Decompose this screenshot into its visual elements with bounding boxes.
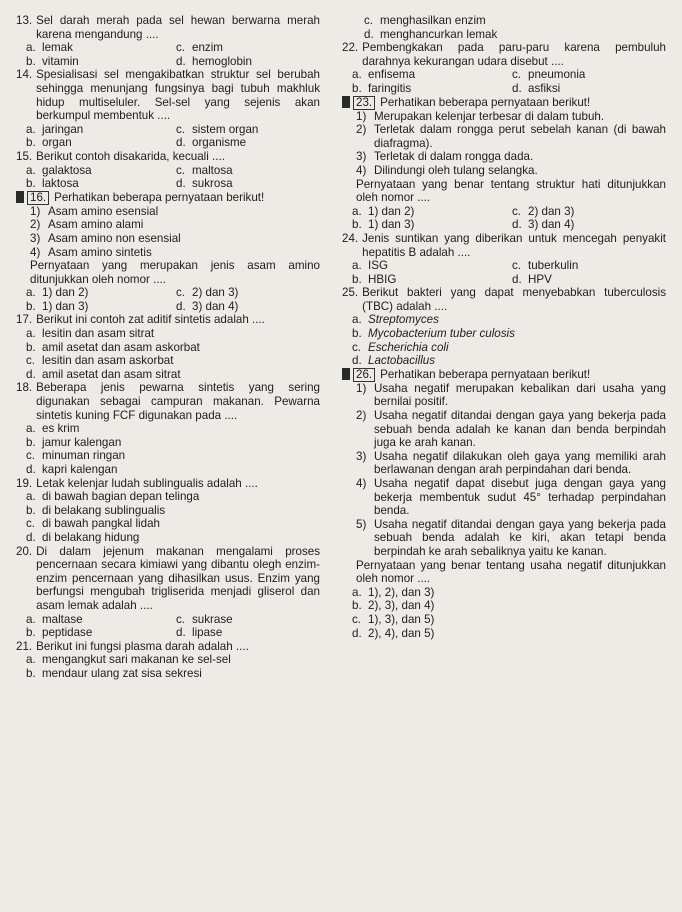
option-b[interactable]: b. peptidase (26, 626, 93, 640)
option-a[interactable]: a. lesitin dan asam sitrat (26, 327, 155, 341)
option-d[interactable]: d. lipase (176, 626, 223, 640)
option-c[interactable]: c. di bawah pangkal lidah (26, 517, 160, 531)
question-stem: Sel darah merah pada sel hewan berwarna merah karena mengandung .... (36, 14, 320, 41)
option-a[interactable]: a. enfisema (352, 68, 416, 82)
question-number: 25. (342, 286, 359, 300)
statement: 2) Usaha negatif ditandai dengan gaya yang bekerja pada sebuah benda adalah ke kanan dan benda berpindah juga ke arah kanan. (356, 409, 666, 450)
option-b[interactable]: b. Mycobacterium tuber culosis (352, 327, 515, 341)
statement: 1) Usaha negatif merupakan kebalikan dari usaha yang bernilai positif. (356, 381, 666, 409)
statement: 2) Asam amino alami (30, 218, 144, 232)
question-19 (16, 477, 320, 545)
option-d[interactable]: d. HPV (512, 272, 552, 286)
statement: 3) Terletak di dalam rongga dada. (356, 150, 534, 164)
option-a[interactable]: a. 1) dan 2) (352, 204, 415, 218)
option-a[interactable]: a. galaktosa (26, 163, 92, 177)
left-column (16, 14, 320, 681)
option-c[interactable]: c. lesitin dan asam askorbat (26, 354, 174, 368)
question-number: 21. (16, 639, 33, 653)
question-stem: Berikut bakteri yang dapat menyebabkan tuberculosis (TBC) adalah .... (362, 286, 666, 313)
question-15 (16, 150, 320, 191)
option-c[interactable]: c. 2) dan 3) (512, 204, 575, 218)
question-25 (342, 286, 666, 368)
option-d[interactable]: d. 3) dan 4) (176, 299, 239, 313)
question-16 (16, 191, 320, 314)
option-d[interactable]: d. organisme (176, 136, 247, 150)
question-number: 24. (342, 231, 359, 245)
question-number: 23. (353, 96, 375, 110)
question-21-continued (342, 14, 666, 41)
question-21 (16, 640, 320, 681)
option-a[interactable]: a. maltase (26, 612, 83, 626)
option-a[interactable]: a. ISG (352, 259, 388, 273)
question-stem: Perhatikan beberapa pernyataan berikut! (54, 190, 265, 204)
option-d[interactable]: d. sukrosa (176, 177, 233, 191)
option-a[interactable]: a. jaringan (26, 122, 84, 136)
option-a[interactable]: a. 1) dan 2) (26, 286, 89, 300)
option-d[interactable]: d. Lactobacillus (352, 354, 436, 368)
option-a[interactable]: a. lemak (26, 41, 73, 55)
question-number: 16. (27, 191, 49, 205)
question-prompt: Pernyataan yang benar tentang usaha negatif ditunjukkan oleh nomor .... (356, 558, 666, 586)
option-c[interactable]: c. pneumonia (512, 68, 586, 82)
question-prompt: Pernyataan yang merupakan jenis asam amino ditunjukkan oleh nomor .... (30, 259, 320, 286)
option-b[interactable]: b. amil asetat dan asam askorbat (26, 340, 200, 354)
option-b[interactable]: b. 1) dan 3) (26, 299, 89, 313)
option-c[interactable]: c. menghasilkan enzim (364, 14, 486, 27)
option-b[interactable]: b. jamur kalengan (26, 435, 122, 449)
statement: 4) Dilindungi oleh tulang selangka. (356, 163, 538, 177)
question-20 (16, 545, 320, 640)
option-d[interactable]: d. di belakang hidung (26, 530, 140, 544)
statement: 5) Usaha negatif ditandai dengan gaya yang bekerja pada sebuah benda adalah ke kiri, akan tetapi benda berpindah ke arah sebaliknya yaitu ke kanan. (356, 517, 666, 558)
option-a[interactable]: a. mengangkut sari makanan ke sel-sel (26, 653, 231, 667)
question-23 (342, 96, 666, 232)
option-a[interactable]: a. di bawah bagian depan telinga (26, 490, 200, 504)
question-number: 14. (16, 68, 33, 82)
option-a[interactable]: a. 1), 2), dan 3) (352, 585, 435, 599)
option-b[interactable]: b. di belakang sublingualis (26, 503, 166, 517)
option-c[interactable]: c. minuman ringan (26, 449, 126, 463)
question-number: 18. (16, 381, 33, 395)
statement: 1) Merupakan kelenjar terbesar di dalam tubuh. (356, 109, 605, 123)
question-stem: Di dalam jejenum makanan mengalami proses pencernaan secara kimiawi yang dibantu olegh enzim-enzim pencernaan yang dihasilkan usus. Enzim yang berfungsi mengubah trigliserida menjadi gliserol dan asam lemak adalah .... (36, 544, 320, 612)
question-14 (16, 68, 320, 150)
question-18 (16, 381, 320, 476)
option-c[interactable]: c. Escherichia coli (352, 340, 449, 354)
question-stem: Beberapa jenis pewarna sintetis yang sering digunakan sebagai campuran makanan. Pewarna sintetis kuning FCF digunakan pada .... (36, 381, 320, 422)
option-b[interactable]: b. organ (26, 136, 72, 150)
statement: 4) Asam amino sintetis (30, 245, 152, 259)
statement: 2) Terletak dalam rongga perut sebelah kanan (di bawah diafragma). (356, 123, 666, 150)
option-c[interactable]: c. 2) dan 3) (176, 286, 239, 300)
question-stem: Berikut ini contoh zat aditif sintetis adalah .... (36, 313, 265, 327)
option-c[interactable]: c. sukrase (176, 612, 233, 626)
option-a[interactable]: a. Streptomyces (352, 313, 439, 327)
option-d[interactable]: d. asfiksi (512, 81, 561, 95)
question-stem: Perhatikan beberapa pernyataan berikut! (380, 367, 591, 381)
question-17 (16, 313, 320, 381)
statement: 4) Usaha negatif dapat disebut juga dengan gaya yang bekerja membentuk sudut 45° terhadap perpindahan benda. (356, 477, 666, 518)
question-stem: Letak kelenjar ludah sublingualis adalah .... (36, 476, 258, 490)
option-c[interactable]: c. enzim (176, 41, 223, 55)
option-c[interactable]: c. sistem organ (176, 122, 259, 136)
hots-marker-icon (16, 191, 24, 203)
option-d[interactable]: d. amil asetat dan asam sitrat (26, 367, 181, 381)
option-b[interactable]: b. 2), 3), dan 4) (352, 599, 435, 613)
option-a[interactable]: a. es krim (26, 422, 80, 436)
right-column (342, 14, 666, 640)
question-stem: Perhatikan beberapa pernyataan berikut! (380, 95, 591, 109)
question-26 (342, 368, 666, 640)
question-number: 13. (16, 14, 33, 27)
option-d[interactable]: d. hemoglobin (176, 54, 252, 68)
option-d[interactable]: d. 2), 4), dan 5) (352, 626, 435, 640)
question-stem: Pembengkakan pada paru-paru karena pembuluh darahnya kekurangan udara disebut .... (362, 41, 666, 68)
question-number: 17. (16, 313, 33, 327)
question-number: 19. (16, 476, 33, 490)
option-d[interactable]: d. menghancurkan lemak (364, 27, 498, 41)
option-b[interactable]: b. mendaur ulang zat sisa sekresi (26, 666, 202, 680)
question-stem: Berikut ini fungsi plasma darah adalah .... (36, 639, 249, 653)
question-22 (342, 41, 666, 95)
option-b[interactable]: b. laktosa (26, 177, 79, 191)
question-number: 26. (353, 368, 375, 382)
question-prompt: Pernyataan yang benar tentang struktur hati ditunjukkan oleh nomor .... (356, 177, 666, 205)
option-d[interactable]: d. kapri kalengan (26, 463, 118, 476)
statement: 3) Asam amino non esensial (30, 231, 181, 245)
option-b[interactable]: b. HBIG (352, 272, 397, 286)
option-c[interactable]: c. tuberkulin (512, 259, 579, 273)
hots-marker-icon (342, 368, 350, 380)
question-13 (16, 14, 320, 68)
question-number: 20. (16, 544, 33, 558)
question-number: 22. (342, 41, 359, 55)
question-stem: Jenis suntikan yang diberikan untuk mencegah penyakit hepatitis B adalah .... (362, 231, 666, 259)
option-d[interactable]: d. 3) dan 4) (512, 218, 575, 232)
question-stem: Berikut contoh disakarida, kecuali .... (36, 149, 225, 163)
option-b[interactable]: b. faringitis (352, 81, 412, 95)
question-24 (342, 232, 666, 286)
question-stem: Spesialisasi sel mengakibatkan struktur sel berubah sehingga menunjang fungsinya bagi tubuh makhluk hidup multiseluler. Sel-sel yang sejenis akan berkumpul membentuk .... (36, 68, 320, 123)
statement: 3) Usaha negatif dilakukan oleh gaya yang memiliki arah berlawanan dengan arah perpindahan dari benda. (356, 449, 666, 477)
option-c[interactable]: c. 1), 3), dan 5) (352, 612, 435, 626)
option-c[interactable]: c. maltosa (176, 163, 233, 177)
hots-marker-icon (342, 96, 350, 108)
question-number: 15. (16, 149, 33, 163)
option-b[interactable]: b. vitamin (26, 54, 79, 68)
statement: 1) Asam amino esensial (30, 204, 159, 218)
option-b[interactable]: b. 1) dan 3) (352, 218, 415, 232)
